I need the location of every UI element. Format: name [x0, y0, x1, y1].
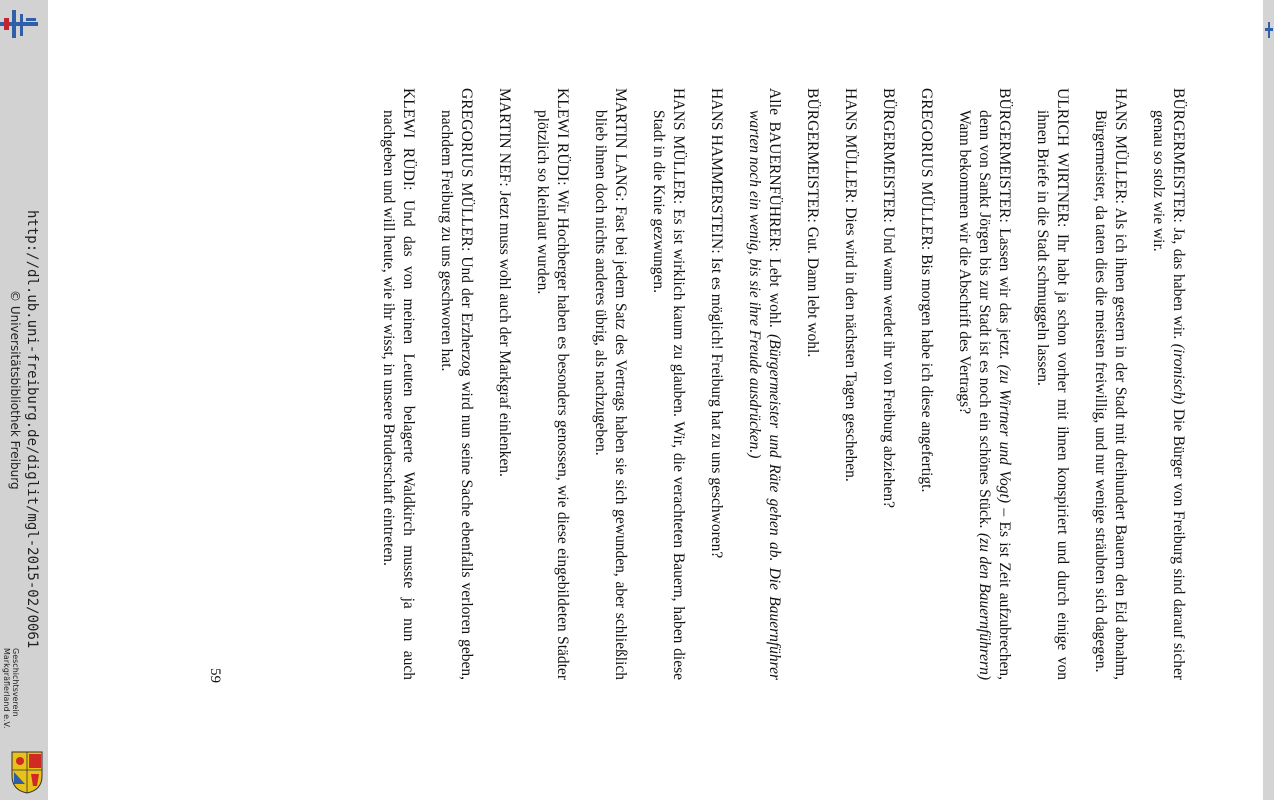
dialogue-text: Ihr habt ja schon vorher mit ihnen konspiriert und durch einige von ihnen Briefe in die Stadt schmuggeln lassen.	[1034, 110, 1071, 681]
dialogue-text: – Es ist Zeit aufzubrechen, denn von Sankt Jörgen bis zur Stadt ist es noch ein schönes Stück.	[976, 110, 1013, 681]
margin-text-area	[0, 0, 48, 800]
speaker-name: KLEWI RÜDI:	[400, 88, 417, 191]
dialogue-text: Jetzt muss wohl auch der Markgraf einlenken.	[496, 190, 513, 477]
stage-direction: (Bürgermeister und Räte gehen ab. Die Bauernführer warten noch ein wenig, bis sie ihre Freude ausdrücken.)	[746, 110, 783, 681]
page-number: 59	[207, 668, 223, 683]
dialogue-text: Die Bürger von Freiburg sind darauf sicher genau so stolz wie wir.	[1150, 110, 1187, 681]
stage-direction: (zu Wirtner und Vogt)	[996, 364, 1013, 504]
dialogue-line	[744, 88, 784, 680]
dialogue-text: Fast bei jedem Satz des Vertrags haben sie sich gewunden, aber schließlich blieb ihnen doch nichts anderes übrig, als nachzugeben.	[592, 110, 629, 681]
stage-direction: (ironisch)	[1170, 343, 1187, 405]
dialogue-line	[648, 88, 688, 680]
coat-of-arms-icon	[10, 750, 44, 794]
speaker-name: GREGORIUS MÜLLER:	[458, 88, 475, 252]
speaker-name: BÜRGERMEISTER:	[996, 88, 1013, 223]
dialogue-text: Wir Hochberger haben es besonders genossen, wie diese eingebildeten Städter plötzlich so kleinlaut wurden.	[534, 110, 571, 680]
society-line-2: Markgräflerland e.V.	[2, 648, 11, 729]
dialogue-line	[494, 88, 514, 680]
speaker-name: BÜRGERMEISTER:	[804, 88, 821, 223]
dialogue-text: Ist es möglich! Freiburg hat zu uns geschworen?	[708, 257, 725, 559]
dialogue-text: Lassen wir das jetzt.	[996, 228, 1013, 360]
dialogue-text: Wann bekommen wir die Abschrift des Vertrags?	[956, 110, 973, 415]
dialogue-line	[878, 88, 898, 680]
speaker-name: MARTIN NEF:	[496, 88, 513, 187]
dialogue-text: Ja, das haben wir.	[1170, 227, 1187, 340]
society-name	[2, 648, 20, 729]
dialogue-line	[532, 88, 572, 680]
speaker-name: HANS MÜLLER:	[1112, 88, 1129, 205]
dialogue-line	[954, 88, 1014, 680]
dialogue-line	[706, 88, 726, 680]
speaker-name: BÜRGERMEISTER:	[1170, 88, 1187, 223]
speaker-name: ULRICH WIRTNER:	[1054, 88, 1071, 228]
speaker-name: KLEWI RÜDI:	[554, 88, 571, 186]
dialogue-text: Es ist wirklich kaum zu glauben. Wir, die verachteten Bauern, haben diese Stadt in die Knie gezwungen.	[650, 110, 687, 680]
speaker-name: HANS MÜLLER:	[842, 88, 859, 204]
dialogue-line	[1032, 88, 1072, 680]
speaker-name: HANS MÜLLER:	[670, 88, 687, 205]
dialogue-line	[916, 88, 936, 680]
dialogue-line	[802, 88, 822, 680]
stage-direction: (zu den Bauernführern)	[976, 532, 993, 681]
society-line-1: Geschichtsverein	[11, 648, 20, 717]
copyright-notice: © Universitätsbibliothek Freiburg	[8, 290, 22, 490]
right-margin	[1263, 0, 1274, 800]
dialogue-text: Und das von meinen Leuten belagerte Waldkirch musste ja nun auch nachgeben und will heute, wie ihr wisst, in unsere Bruderschaft eintreten.	[380, 110, 417, 681]
dialogue-line	[436, 88, 476, 680]
document-url[interactable]: http://dl.ub.uni-freiburg.de/diglit/mgl-2015-02/0061	[24, 210, 40, 649]
play-text	[360, 88, 1188, 680]
speaker-name: MARTIN LANG:	[612, 88, 629, 202]
dialogue-line	[590, 88, 630, 680]
left-margin	[0, 0, 49, 800]
dialogue-text: Lebt wohl.	[766, 258, 783, 328]
rotated-page-content	[48, 0, 1263, 800]
document-page	[48, 0, 1263, 800]
dialogue-line	[1090, 88, 1130, 680]
speaker-name: BÜRGERMEISTER:	[880, 88, 897, 223]
dialogue-text: Als ich ihnen gestern in der Stadt mit dreihundert Bauern den Eid abnahm, Bürgermeister, da taten dies die meisten freiwillig, und nur wenige sträubten sich dagegen.	[1092, 110, 1129, 680]
speaker-name: HANS HAMMERSTEIN:	[708, 88, 725, 254]
dialogue-line	[840, 88, 860, 680]
dialogue-text: Gut. Dann lebt wohl.	[804, 226, 821, 358]
next-page-edge-icon	[1265, 22, 1273, 38]
dialogue-text: Dies wird in den nächsten Tagen geschehen.	[842, 207, 859, 482]
dialogue-line	[1148, 88, 1188, 680]
dialogue-text: Bis morgen habe ich diese angefertigt.	[918, 254, 935, 493]
speaker-name: GREGORIUS MÜLLER:	[918, 88, 935, 251]
dialogue-text: Und der Erzherzog wird nun seine Sache ebenfalls verloren geben, nachdem Freiburg zu uns geschworen hat.	[438, 110, 475, 680]
dialogue-line	[378, 88, 418, 680]
dialogue-text: Und wann werdet ihr von Freiburg abziehen?	[880, 226, 897, 508]
speaker-name: Alle BAUERNFÜHRER:	[766, 88, 783, 252]
